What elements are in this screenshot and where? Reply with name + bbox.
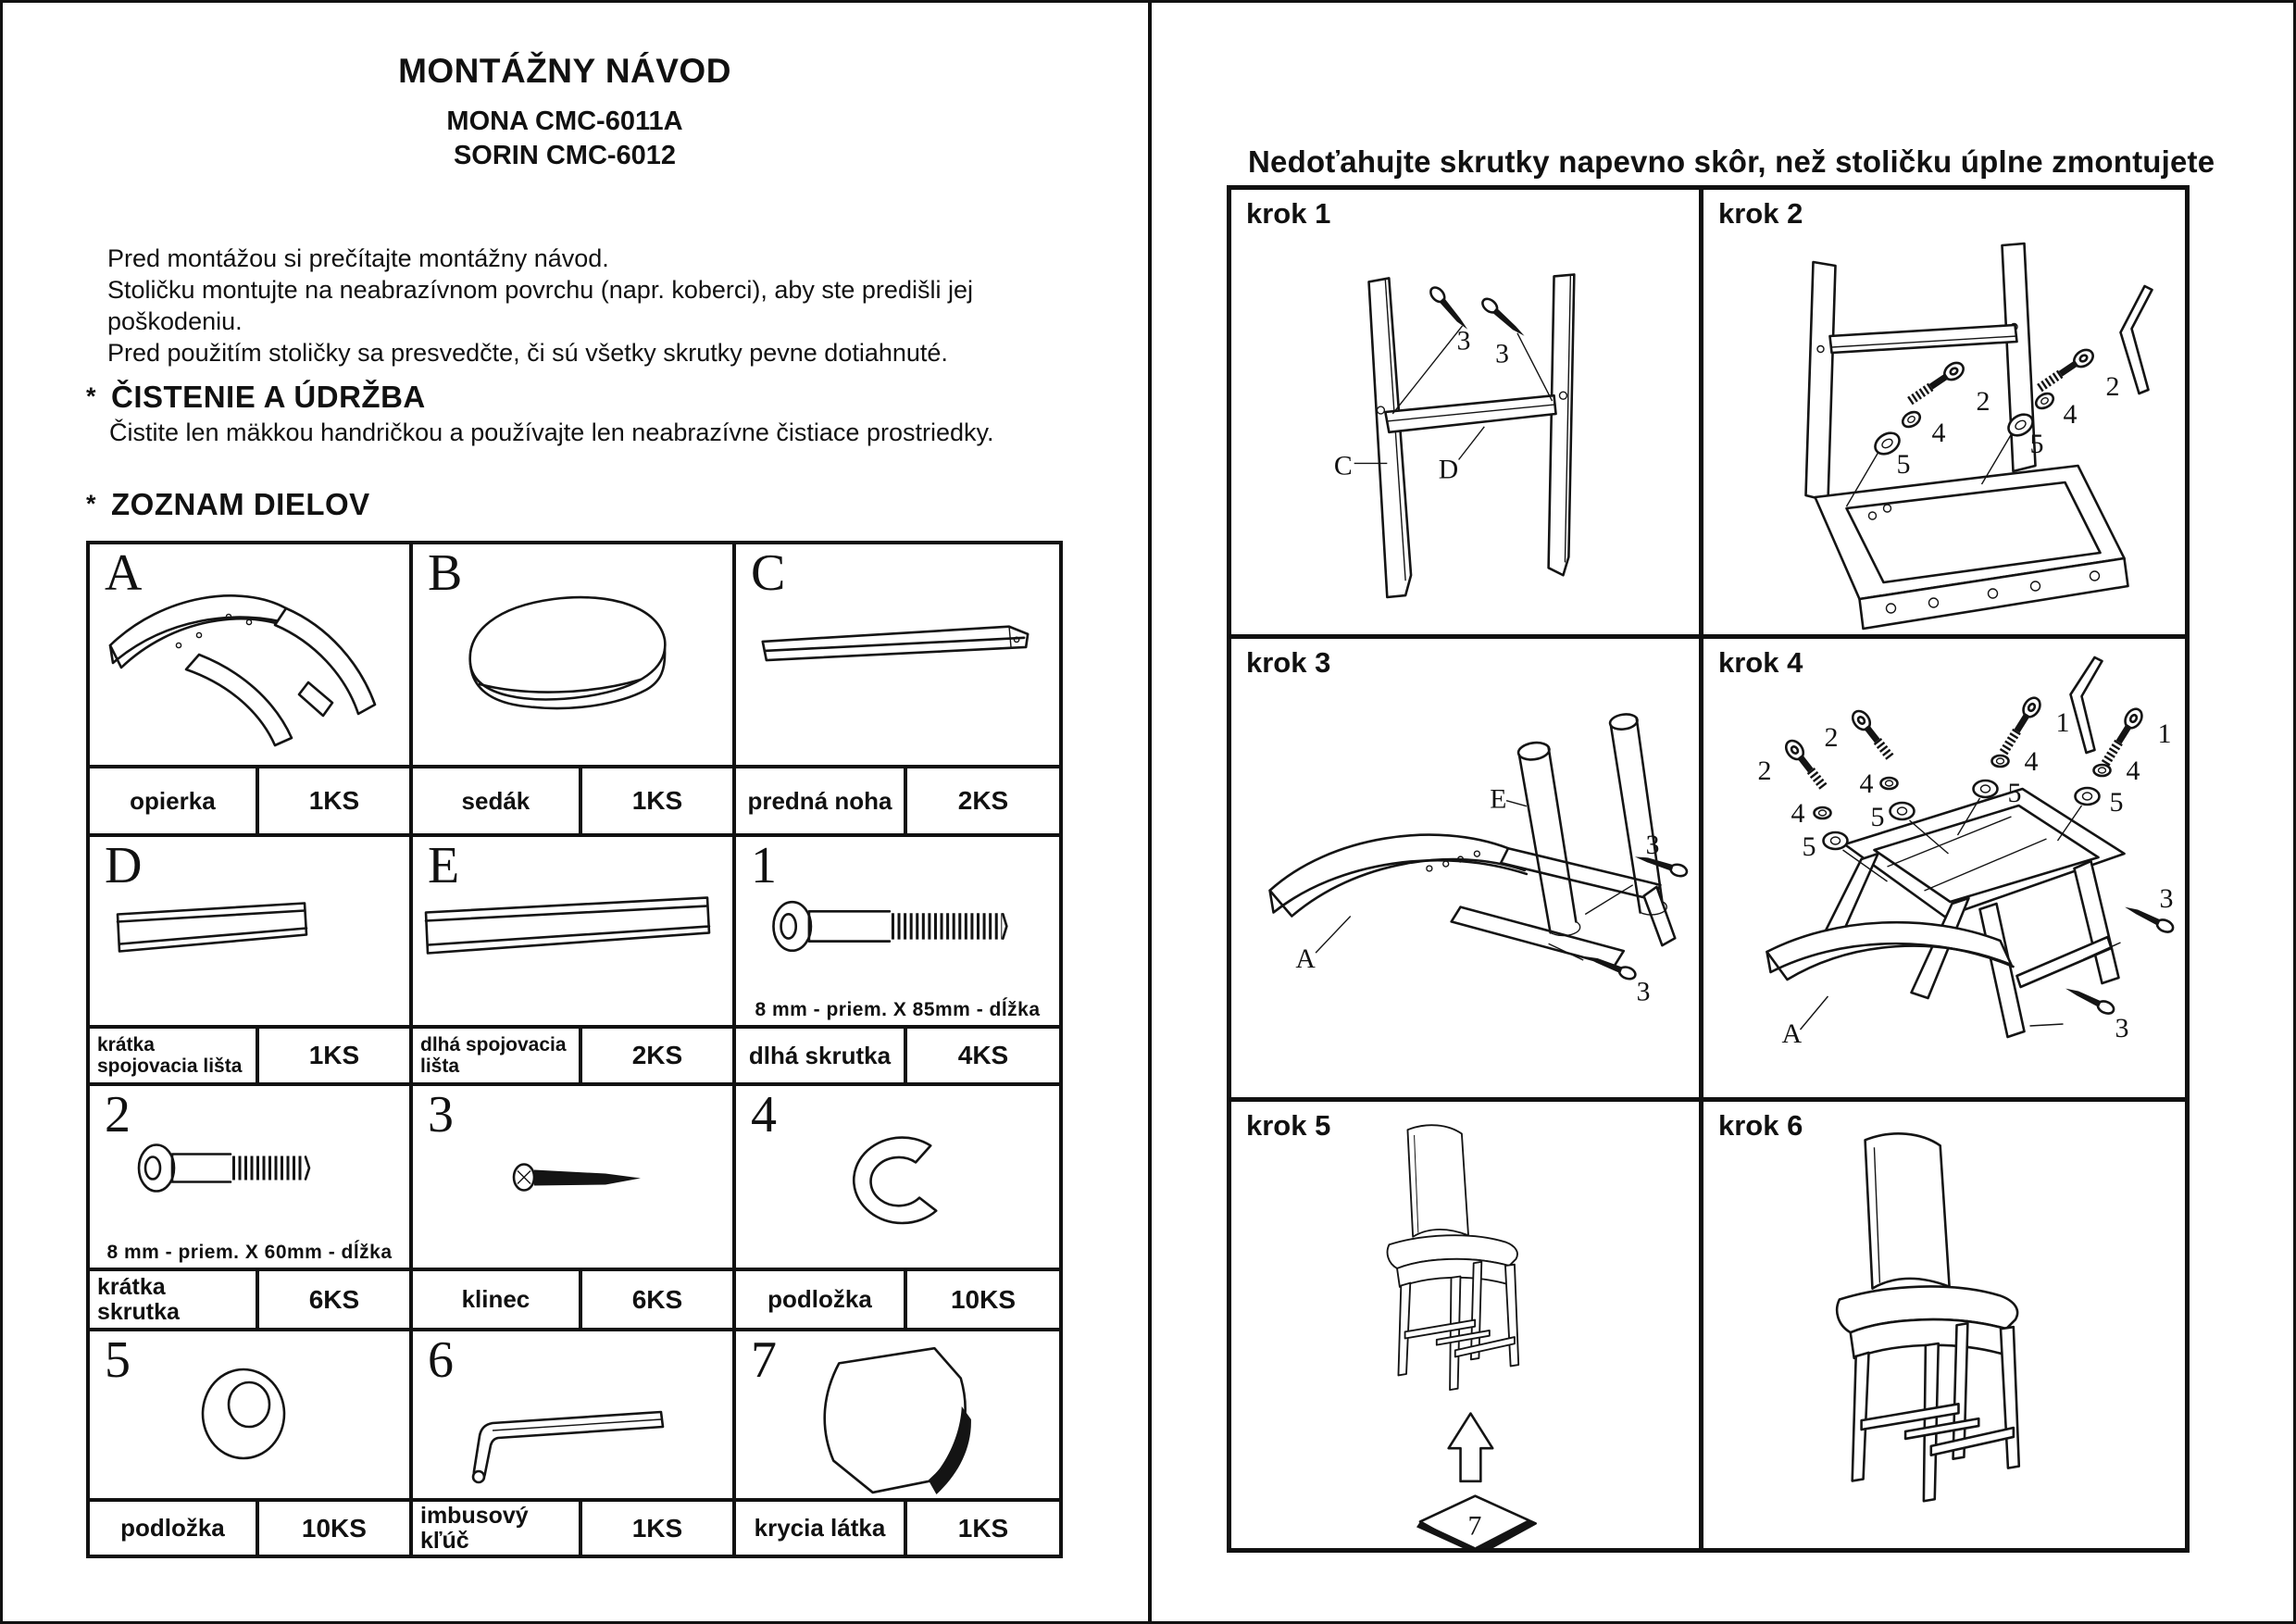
callout-label: 5 bbox=[2109, 787, 2124, 818]
callout-label: 7 bbox=[1467, 1511, 1482, 1542]
part-qty: 2KS bbox=[631, 1041, 683, 1069]
cleaning-text: Čistite len mäkkou handričkou a používajte len neabrazívne čistiace prostriedky. bbox=[109, 418, 994, 446]
part-name: imbusový kľúč bbox=[413, 1502, 582, 1555]
bolt-icon bbox=[1849, 707, 1896, 762]
cleaning-heading bbox=[86, 380, 426, 415]
part-label-row bbox=[90, 1502, 413, 1555]
allen-key-icon bbox=[2071, 657, 2103, 753]
intro-line: Pred montážou si prečítajte montážny návod. bbox=[107, 244, 609, 272]
allen-key-drawing bbox=[413, 1331, 732, 1498]
part-qty: 4KS bbox=[957, 1041, 1009, 1069]
callout-label: 4 bbox=[2126, 756, 2140, 786]
callout-label: 4 bbox=[1931, 418, 1946, 448]
callout-label: 2 bbox=[1757, 756, 1772, 786]
washer-icon bbox=[1815, 807, 1831, 818]
callout-label: A bbox=[1295, 943, 1316, 974]
part-name: dlhá spojovacia lišta bbox=[413, 1029, 582, 1082]
step-cell-5 bbox=[1231, 1102, 1703, 1548]
step3-diagram bbox=[1231, 639, 1699, 1097]
part-cell-c bbox=[736, 544, 1059, 768]
intro-line: Pred použitím stoličky sa presvedčte, či sú všetky skrutky pevne dotiahnuté. bbox=[107, 339, 948, 367]
step-cell-1 bbox=[1231, 190, 1703, 639]
part-label-row bbox=[413, 1502, 736, 1555]
long-bolt-drawing bbox=[736, 837, 1059, 1025]
assembled-chair-drawing bbox=[1837, 1133, 2019, 1501]
bolt-dimension: 8 mm - priem. X 85mm - dĺžka bbox=[755, 999, 1041, 1020]
callout-label: E bbox=[1490, 784, 1507, 815]
callout-label: 4 bbox=[1859, 768, 1874, 799]
intro-line: poškodeniu. bbox=[107, 307, 243, 335]
lock-washer-drawing bbox=[736, 1086, 1059, 1268]
step-label: krok 1 bbox=[1246, 197, 1331, 230]
step-label: krok 4 bbox=[1718, 646, 1803, 679]
bolt-icon bbox=[1782, 737, 1829, 792]
part-name: dlhá skrutka bbox=[736, 1029, 907, 1082]
part-qty: 1KS bbox=[308, 1041, 360, 1069]
part-name: podložka bbox=[90, 1502, 259, 1555]
part-qty: 6KS bbox=[308, 1284, 360, 1314]
part-name: krátka spojovacia lišta bbox=[90, 1029, 259, 1082]
washer-icon bbox=[1900, 409, 1922, 430]
part-label-row bbox=[736, 1271, 1059, 1331]
part-label-row bbox=[736, 1502, 1059, 1555]
part-id: D bbox=[105, 837, 143, 894]
part-id: 4 bbox=[751, 1086, 777, 1143]
up-arrow-icon bbox=[1449, 1414, 1493, 1481]
bolt-dimension: 8 mm - priem. X 60mm - dĺžka bbox=[106, 1242, 393, 1263]
assembled-chair-drawing bbox=[1388, 1125, 1519, 1390]
step-cell-4 bbox=[1703, 639, 2185, 1102]
part-label-row bbox=[413, 1271, 736, 1331]
callout-label: 3 bbox=[1645, 831, 1660, 861]
long-rail-drawing bbox=[413, 837, 732, 1025]
part-label-row bbox=[90, 768, 413, 837]
step2-diagram bbox=[1703, 190, 2185, 634]
part-id: 3 bbox=[428, 1086, 454, 1143]
part-qty: 1KS bbox=[631, 786, 683, 815]
part-qty: 1KS bbox=[957, 1513, 1009, 1543]
part-cell-d bbox=[90, 837, 413, 1029]
callout-label: C bbox=[1333, 451, 1353, 481]
nail-icon bbox=[1480, 296, 1529, 340]
callout-label: 3 bbox=[2159, 883, 2174, 914]
part-cell-4 bbox=[736, 1086, 1059, 1271]
callout-label: 5 bbox=[1802, 831, 1816, 862]
step1-diagram bbox=[1231, 190, 1699, 634]
callout-label: 4 bbox=[2024, 746, 2039, 777]
step6-diagram bbox=[1703, 1102, 2185, 1548]
asterisk-bullet: * bbox=[86, 490, 97, 518]
washer-icon bbox=[1824, 832, 1848, 849]
part-name: sedák bbox=[413, 768, 582, 833]
allen-key-icon bbox=[2121, 286, 2152, 394]
part-name: predná noha bbox=[736, 768, 907, 833]
model-name-2: SORIN CMC-6012 bbox=[453, 141, 677, 170]
part-qty: 6KS bbox=[631, 1284, 683, 1314]
part-cell-3 bbox=[413, 1086, 736, 1271]
bolt-icon bbox=[1905, 359, 1966, 407]
washer-icon bbox=[2033, 391, 2055, 411]
part-label-row bbox=[413, 768, 736, 837]
bolt-icon bbox=[2035, 346, 2096, 394]
part-cell-2 bbox=[90, 1086, 413, 1271]
part-id: B bbox=[428, 544, 463, 602]
part-label-row bbox=[736, 1029, 1059, 1086]
nail-icon bbox=[1428, 285, 1472, 332]
part-id: 7 bbox=[751, 1331, 777, 1389]
part-label-row bbox=[90, 1271, 413, 1331]
part-id: A bbox=[105, 544, 143, 602]
part-cell-a bbox=[90, 544, 413, 768]
part-id: 6 bbox=[428, 1331, 454, 1389]
cover-fabric-drawing bbox=[736, 1331, 1059, 1498]
part-cell-7 bbox=[736, 1331, 1059, 1502]
washer-icon bbox=[1992, 756, 2009, 767]
model-name-1: MONA CMC-6011A bbox=[446, 106, 683, 136]
cleaning-heading-label: ČISTENIE A ÚDRŽBA bbox=[111, 380, 426, 414]
part-qty: 10KS bbox=[950, 1284, 1016, 1314]
asterisk-bullet: * bbox=[86, 382, 97, 410]
parts-heading-label: ZOZNAM DIELOV bbox=[111, 487, 370, 521]
step-cell-6 bbox=[1703, 1102, 2185, 1548]
step-label: krok 2 bbox=[1718, 197, 1803, 230]
part-cell-6 bbox=[413, 1331, 736, 1502]
part-cell-b bbox=[413, 544, 736, 768]
callout-label: 2 bbox=[1824, 722, 1839, 753]
short-bolt-drawing bbox=[90, 1086, 409, 1268]
callout-label: 1 bbox=[2055, 707, 2070, 738]
step4-diagram bbox=[1703, 639, 2185, 1097]
callout-label: 2 bbox=[2105, 371, 2120, 402]
flat-washer-drawing bbox=[90, 1331, 409, 1498]
callout-label: 3 bbox=[1636, 977, 1651, 1007]
washer-icon bbox=[1974, 781, 1998, 797]
intro-line: Stoličku montujte na neabrazívnom povrchu (napr. koberci), aby ste predišli jej bbox=[107, 276, 973, 304]
callout-label: 3 bbox=[1456, 326, 1471, 356]
step-cell-3 bbox=[1231, 639, 1703, 1102]
callout-label: 4 bbox=[1791, 798, 1805, 829]
washer-icon bbox=[2076, 788, 2100, 805]
callout-label: 5 bbox=[1896, 449, 1911, 480]
callout-label: 5 bbox=[2007, 778, 2022, 808]
part-qty: 1KS bbox=[308, 786, 360, 815]
nail-drawing bbox=[413, 1086, 732, 1268]
part-cell-1 bbox=[736, 837, 1059, 1029]
part-label-row bbox=[736, 768, 1059, 837]
warning-text: Nedoťahujte skrutky napevno skôr, než stoličku úplne zmontujete bbox=[1248, 144, 2215, 179]
part-id: 2 bbox=[105, 1086, 131, 1143]
callout-label: 5 bbox=[2029, 429, 2044, 459]
part-qty: 10KS bbox=[301, 1513, 367, 1543]
callout-label: D bbox=[1438, 455, 1459, 485]
page-divider bbox=[1148, 0, 1152, 1624]
parts-heading bbox=[86, 487, 370, 522]
part-id: 1 bbox=[751, 837, 777, 894]
part-qty: 1KS bbox=[631, 1513, 683, 1543]
page-title: MONTÁŽNY NÁVOD bbox=[398, 52, 731, 90]
callout-label: A bbox=[1781, 1018, 1803, 1049]
part-id: 5 bbox=[105, 1331, 131, 1389]
callout-label: 4 bbox=[2063, 399, 2078, 430]
part-id: E bbox=[428, 837, 460, 894]
nail-icon bbox=[2063, 984, 2115, 1016]
step-label: krok 5 bbox=[1246, 1109, 1331, 1142]
callout-label: 1 bbox=[2157, 718, 2172, 749]
washer-icon bbox=[1890, 803, 1915, 819]
part-name: krátka skrutka bbox=[90, 1271, 259, 1328]
callout-label: 5 bbox=[1870, 802, 1885, 832]
step-label: krok 6 bbox=[1718, 1109, 1803, 1142]
part-name: krycia látka bbox=[736, 1502, 907, 1555]
part-id: C bbox=[751, 544, 786, 602]
intro-paragraph bbox=[107, 243, 1107, 369]
part-cell-5 bbox=[90, 1331, 413, 1502]
nail-icon bbox=[1633, 853, 1688, 879]
steps-grid bbox=[1227, 185, 2190, 1553]
part-label-row bbox=[90, 1029, 413, 1086]
parts-table bbox=[86, 541, 1063, 1558]
part-name: klinec bbox=[413, 1271, 582, 1328]
callout-label: 3 bbox=[1495, 339, 1510, 369]
step5-diagram bbox=[1231, 1102, 1699, 1548]
part-label-row bbox=[413, 1029, 736, 1086]
step-cell-2 bbox=[1703, 190, 2185, 639]
washer-icon bbox=[2094, 765, 2111, 776]
callout-label: 3 bbox=[2115, 1013, 2129, 1043]
step-label: krok 3 bbox=[1246, 646, 1331, 679]
part-cell-e bbox=[413, 837, 736, 1029]
callout-label: 2 bbox=[1976, 386, 1990, 417]
washer-icon bbox=[1881, 778, 1898, 789]
part-qty: 2KS bbox=[957, 786, 1009, 815]
part-name: opierka bbox=[90, 768, 259, 833]
part-name: podložka bbox=[736, 1271, 907, 1328]
